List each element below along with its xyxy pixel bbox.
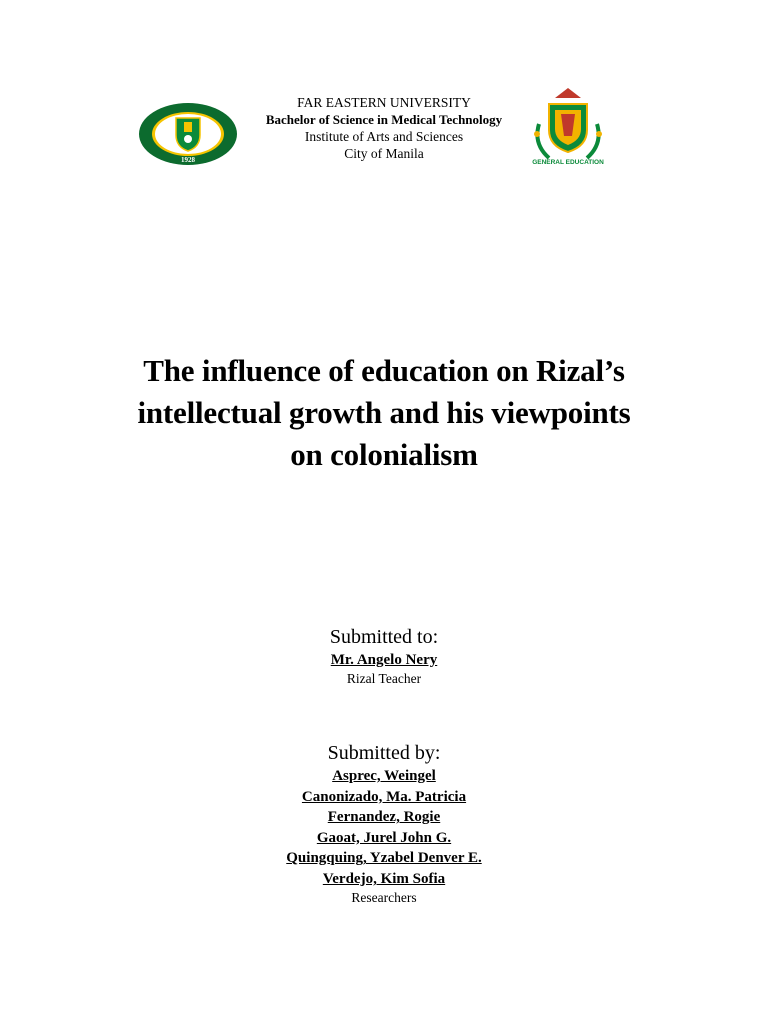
university-seal-icon: [137, 102, 239, 166]
seal-caption-text: GENERAL EDUCATION: [532, 159, 604, 166]
researchers-role: Researchers: [351, 889, 417, 905]
submitted-by-heading: Submitted by:: [327, 742, 441, 764]
general-education-seal-icon: [525, 84, 611, 170]
document-header: [0, 92, 768, 182]
teacher-role: Rizal Teacher: [346, 670, 422, 686]
researcher-name: Canonizado, Ma. Patricia: [301, 788, 467, 805]
researcher-name: Asprec, Weingel: [332, 768, 436, 784]
university-name: FAR EASTERN UNIVERSITY: [297, 95, 471, 110]
teacher-name: Mr. Angelo Nery: [330, 652, 438, 668]
researcher-name: Quingquing, Yzabel Denver E.: [286, 850, 482, 867]
title-line: The influence of education on Rizal’s: [143, 353, 625, 388]
researcher-name: Gaoat, Jurel John G.: [316, 829, 452, 846]
city-name: City of Manila: [344, 146, 424, 161]
seal-year-text: 1928: [181, 156, 195, 164]
paper-title: [60, 350, 708, 476]
submitted-to-heading: Submitted to:: [329, 626, 439, 648]
researcher-name: Fernandez, Rogie: [327, 809, 441, 826]
institution-info: [230, 94, 538, 162]
title-line: intellectual growth and his viewpoints: [137, 395, 631, 430]
program-name: Bachelor of Science in Medical Technology: [265, 112, 503, 127]
researcher-name: Verdejo, Kim Sofia: [322, 870, 446, 887]
institute-name: Institute of Arts and Sciences: [304, 129, 464, 144]
title-line: on colonialism: [290, 437, 478, 472]
submitted-to-section: [0, 624, 768, 687]
submitted-by-section: [0, 740, 768, 906]
